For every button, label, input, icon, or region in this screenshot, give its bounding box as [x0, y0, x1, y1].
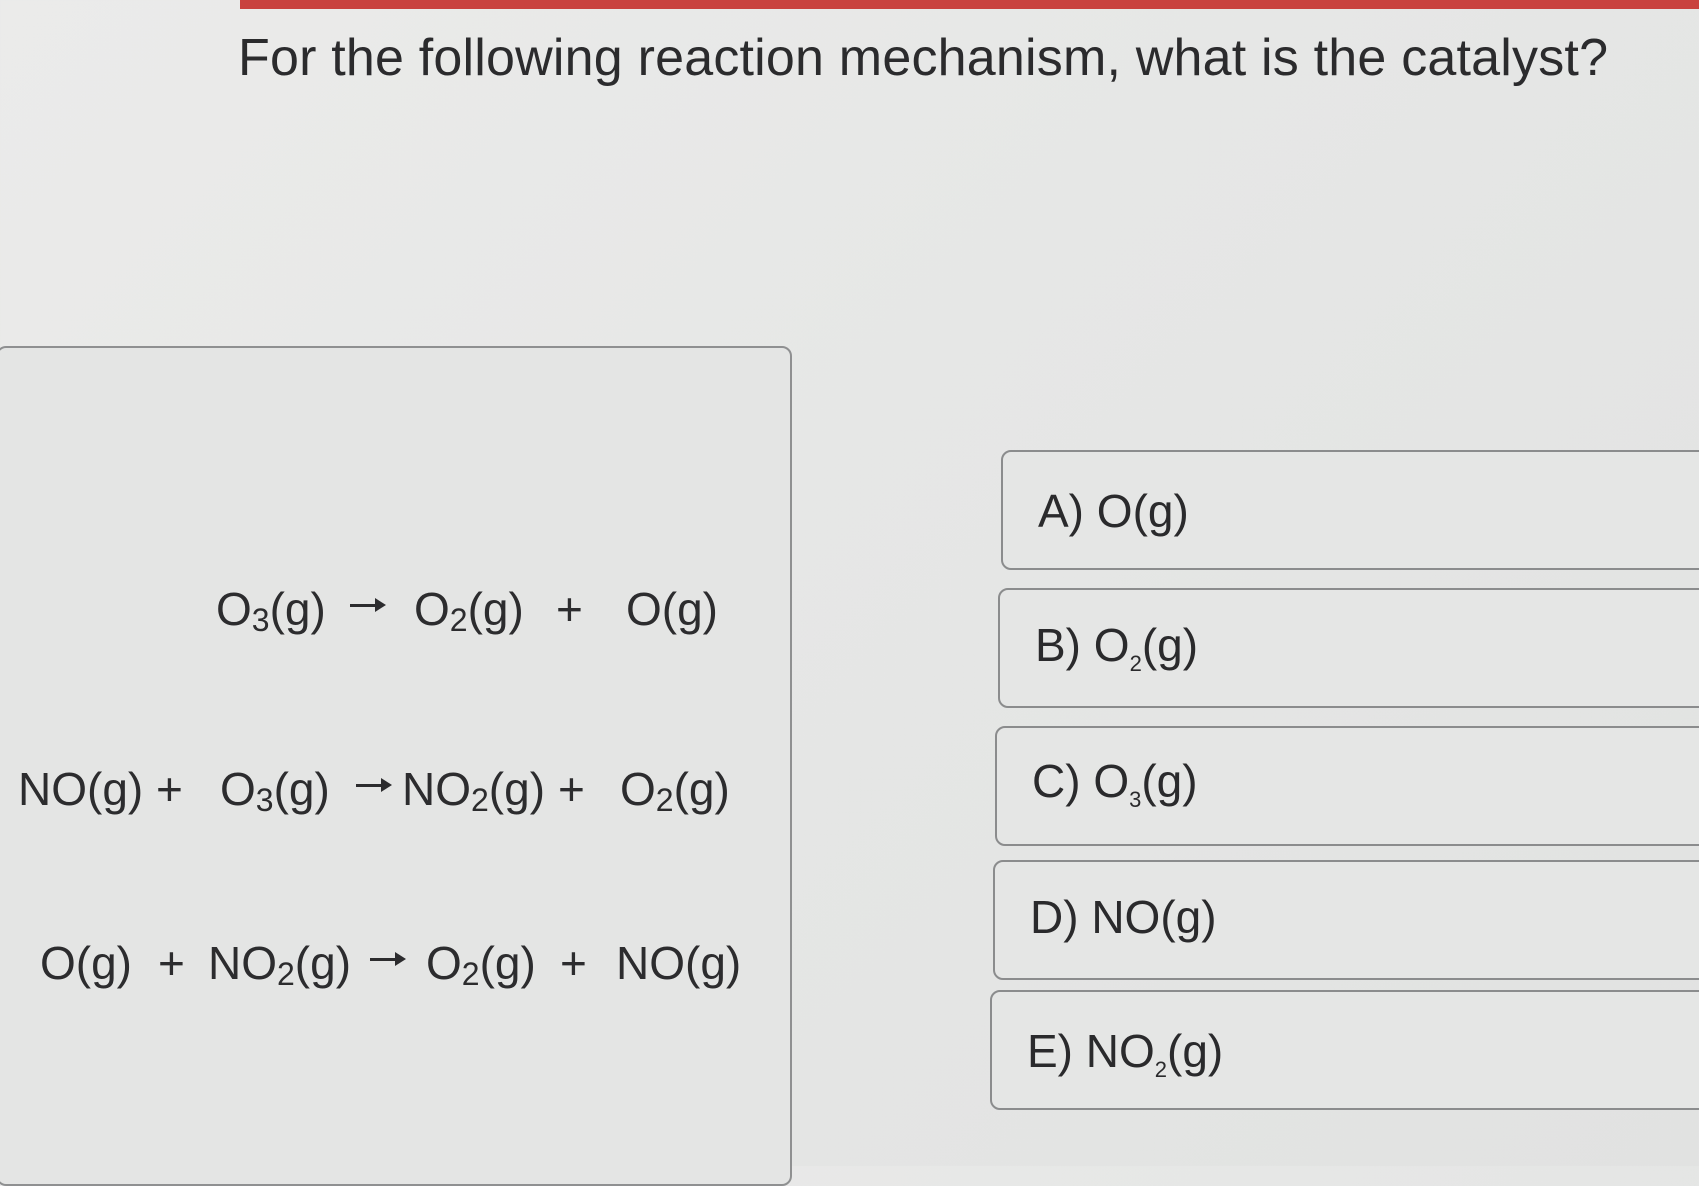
reactant-no2-subscript: 2	[277, 956, 295, 992]
option-letter: D)	[1030, 891, 1079, 943]
option-e-label	[1027, 1024, 1224, 1082]
top-accent-bar	[240, 0, 1699, 9]
question-text: For the following reaction mechanism, what is the catalyst?	[238, 29, 1609, 87]
reactant-o3	[216, 582, 326, 636]
reactant-o: O(g)	[40, 937, 132, 989]
option-a-label	[1038, 484, 1189, 538]
option-letter: C)	[1032, 755, 1081, 807]
reactant-o3	[220, 762, 330, 816]
option-subscript: 2	[1129, 651, 1142, 676]
option-formula: O	[1096, 485, 1133, 537]
plus-sign: +	[158, 937, 185, 989]
product-o: O(g)	[626, 583, 718, 635]
reactant-o3-state: (g)	[269, 583, 326, 635]
option-state: (g)	[1141, 619, 1199, 671]
product-no2-symbol: NO	[402, 763, 471, 815]
option-d[interactable]	[993, 860, 1699, 980]
product-o2-state: (g)	[467, 583, 524, 635]
reaction-arrow	[370, 958, 398, 961]
option-b-label	[1035, 618, 1199, 676]
product-no2-subscript: 2	[471, 782, 489, 818]
product-no2-state: (g)	[488, 763, 546, 815]
option-formula: O	[1093, 755, 1130, 807]
product-o2-symbol: O	[426, 937, 462, 989]
option-formula: NO	[1091, 891, 1161, 943]
reactant-o3-subscript: 3	[251, 602, 270, 638]
product-no: NO(g)	[616, 937, 742, 989]
plus-sign: +	[556, 583, 583, 635]
option-d-label	[1030, 890, 1217, 944]
reactant-no2-state: (g)	[294, 937, 352, 989]
option-formula: O	[1093, 619, 1130, 671]
option-b[interactable]	[998, 588, 1699, 708]
reactant-o3-symbol: O	[216, 583, 252, 635]
product-o2-state: (g)	[479, 937, 536, 989]
reaction-arrow	[350, 604, 378, 607]
reactant-o3-state: (g)	[273, 763, 330, 815]
product-o2-subscript: 2	[461, 956, 480, 992]
option-formula: NO	[1085, 1025, 1155, 1077]
option-state: (g)	[1132, 485, 1189, 537]
mechanism-panel	[0, 346, 792, 1186]
product-o2-symbol: O	[414, 583, 450, 635]
option-e[interactable]	[990, 990, 1699, 1110]
product-o2	[426, 936, 536, 990]
option-letter: A)	[1038, 485, 1084, 537]
option-letter: E)	[1027, 1025, 1073, 1077]
reactant-no2	[208, 936, 351, 990]
product-o2-subscript: 2	[655, 782, 674, 818]
reactant-o3-subscript: 3	[255, 782, 274, 818]
product-o2	[620, 762, 730, 816]
option-state: (g)	[1160, 891, 1217, 943]
plus-sign: +	[558, 763, 585, 815]
option-letter: B)	[1035, 619, 1081, 671]
reactant-o3-symbol: O	[220, 763, 256, 815]
reactant-no: NO(g)	[18, 763, 144, 815]
option-c-label	[1032, 754, 1198, 812]
product-o2-state: (g)	[673, 763, 730, 815]
product-o2-subscript: 2	[449, 602, 468, 638]
product-o2-symbol: O	[620, 763, 656, 815]
option-subscript: 2	[1154, 1057, 1168, 1082]
product-o2	[414, 582, 524, 636]
plus-sign: +	[560, 937, 587, 989]
option-c[interactable]	[995, 726, 1699, 846]
option-a[interactable]	[1001, 450, 1699, 570]
option-subscript: 3	[1129, 787, 1142, 812]
option-state: (g)	[1141, 755, 1198, 807]
plus-sign: +	[156, 763, 183, 815]
option-state: (g)	[1167, 1025, 1224, 1077]
reactant-no2-symbol: NO	[208, 937, 277, 989]
reaction-arrow	[356, 784, 384, 787]
product-no2	[402, 762, 545, 816]
